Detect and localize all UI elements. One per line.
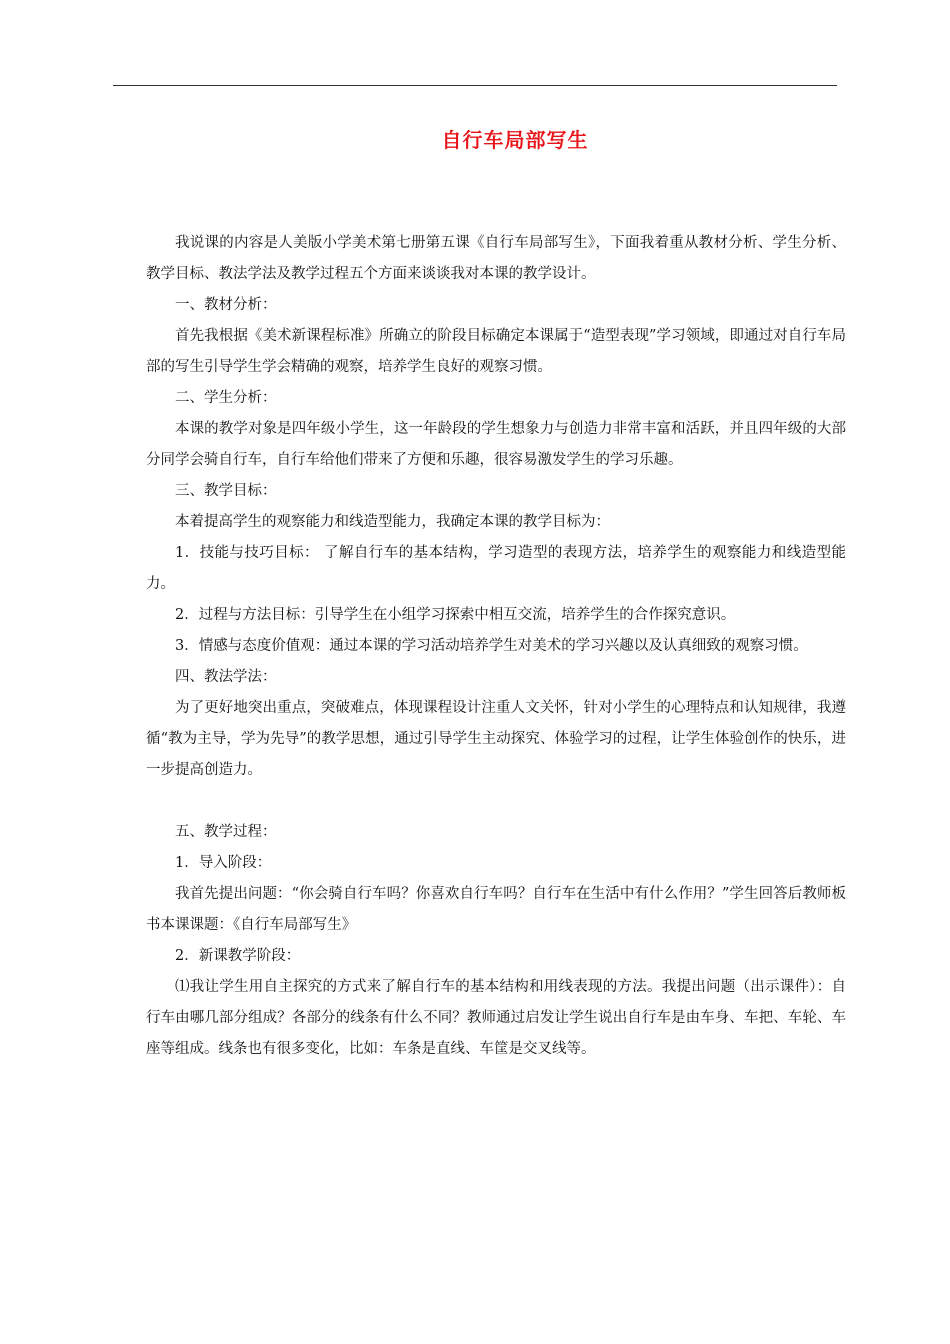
section-heading-4: 四、教法学法： [175,669,277,685]
section-heading-5: 五、教学过程： [175,824,277,840]
subheading-stage-1: 1．导入阶段： [175,855,272,871]
paragraph-1: 首先我根据《美术新课程标准》所确立的阶段目标确定本课属于“造型表现”学习领域，即通过对自行车局部的写生引导学生学会精确的观察，培养学生良好的观察习惯。 [146,328,846,375]
paragraph-intro: 我说课的内容是人美版小学美术第七册第五课《自行车局部写生》，下面我着重从教材分析、学生分析、教学目标、教法学法及教学过程五个方面来谈谈我对本课的教学设计。 [146,235,846,282]
section-heading-2: 二、学生分析： [175,390,277,406]
paragraph-5: 我首先提出问题：“你会骑自行车吗？你喜欢自行车吗？自行车在生活中有什么作用？”学生回答后教师板书本课课题：《自行车局部写生》 [146,886,846,933]
document-body [146,228,846,1065]
goal-item-1: 1．技能与技巧目标： 了解自行车的基本结构，学习造型的表现方法，培养学生的观察能力和线造型能力。 [146,545,846,592]
paragraph-3: 本着提高学生的观察能力和线造型能力，我确定本课的教学目标为： [175,514,610,530]
header-rule [113,85,837,86]
blank-line [146,786,846,817]
document-title: 自行车局部写生 [441,128,589,152]
paragraph-2: 本课的教学对象是四年级小学生，这一年龄段的学生想象力与创造力非常丰富和活跃，并且四年级的大部分同学会骑自行车，自行车给他们带来了方便和乐趣，很容易激发学生的学习乐趣。 [146,421,846,468]
section-heading-3: 三、教学目标： [175,483,277,499]
subheading-stage-2: 2．新课教学阶段： [175,948,301,964]
section-heading-1: 一、教材分析： [175,297,277,313]
paragraph-4: 为了更好地突出重点，突破难点，体现课程设计注重人文关怀，针对小学生的心理特点和认知规律，我遵循“教为主导，学为先导”的教学思想，通过引导学生主动探究、体验学习的过程，让学生体验创作的快乐，进一步提高创造力。 [146,700,846,778]
paragraph-6: ⑴我让学生用自主探究的方式来了解自行车的基本结构和用线表现的方法。我提出问题（出示课件）：自行车由哪几部分组成？各部分的线条有什么不同？教师通过启发让学生说出自行车是由车身、车把、车轮、车座等组成。线条也有很多变化，比如：车条是直线、车筐是交叉线等。 [146,979,846,1057]
goal-item-2: 2．过程与方法目标：引导学生在小组学习探索中相互交流，培养学生的合作探究意识。 [175,607,736,623]
goal-item-3: 3．情感与态度价值观：通过本课的学习活动培养学生对美术的学习兴趣以及认真细致的观察习惯。 [175,638,808,654]
